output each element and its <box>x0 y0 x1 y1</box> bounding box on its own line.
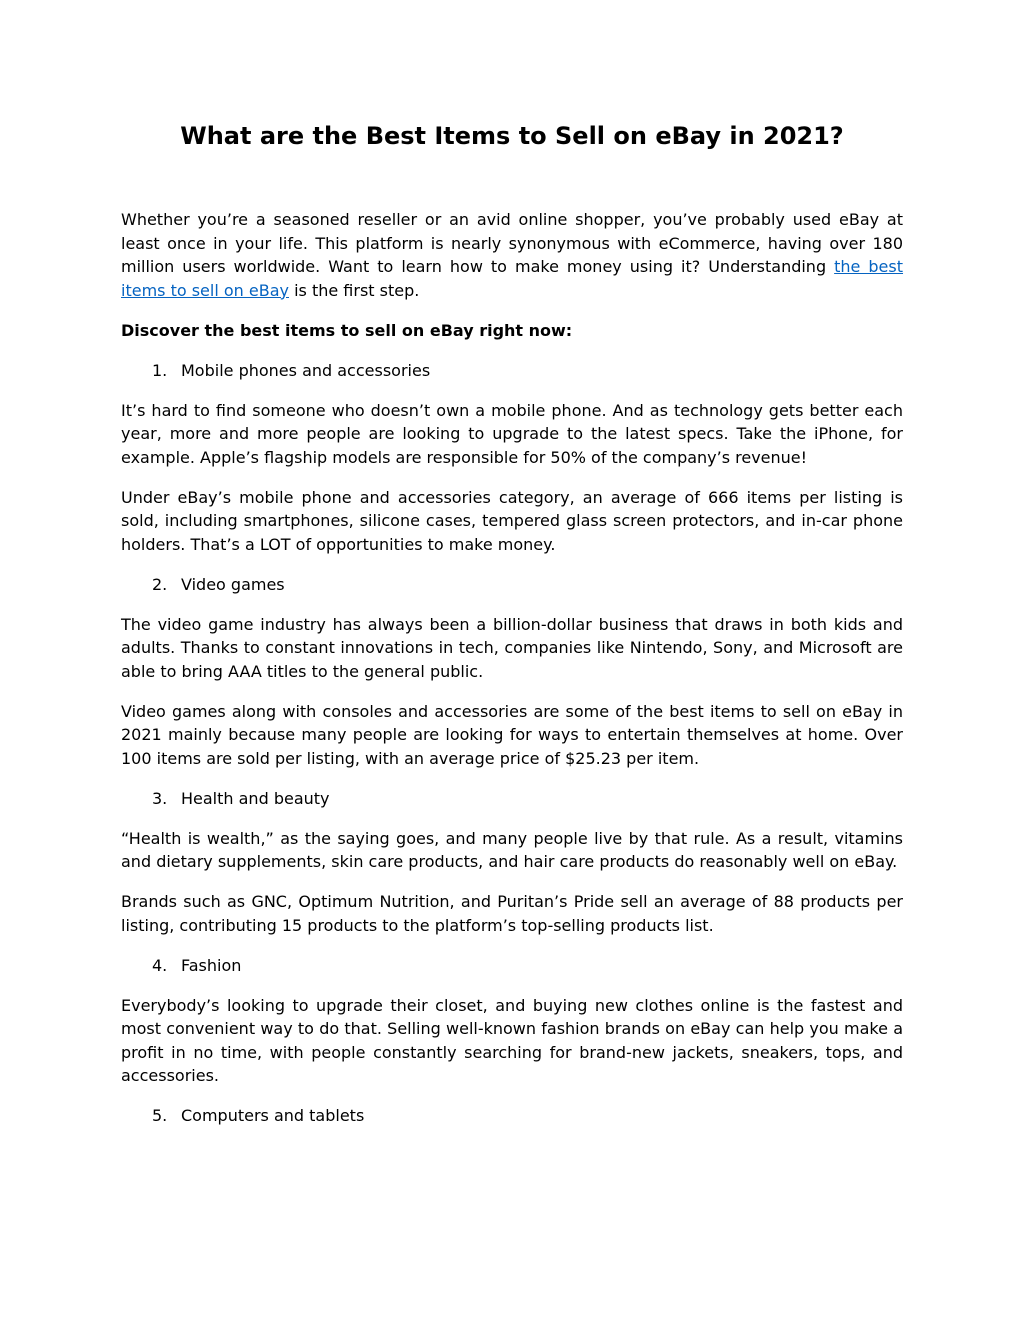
mobile-phones-paragraph-2: Under eBay’s mobile phone and accessories category, an average of 666 items per listing is sold, including smartphones, silicone cases, tempered glass screen protectors, and in-car phone holders. That’s a LOT of opportunities to make money. <box>121 487 903 554</box>
document-body <box>121 208 903 1144</box>
list-number: 1. <box>152 360 168 380</box>
list-item-video-games <box>121 573 903 597</box>
mobile-phones-paragraph-1: It’s hard to find someone who doesn’t own a mobile phone. And as technology gets better each year, more and more people are looking to upgrade to the latest specs. Take the iPhone, for example. Apple’s flagship models are responsible for 50% of the company’s revenue! <box>121 400 903 467</box>
list-item-fashion <box>121 954 903 978</box>
list-label: Computers and tablets <box>181 1106 365 1125</box>
page-title: What are the Best Items to Sell on eBay in 2021? <box>180 122 844 150</box>
list-label: Health and beauty <box>181 788 330 808</box>
list-number: 4. <box>152 955 168 975</box>
list-number: 3. <box>152 788 168 808</box>
health-beauty-paragraph-2: Brands such as GNC, Optimum Nutrition, and Puritan’s Pride sell an average of 88 products per listing, contributing 15 products to the platform’s top-selling products list. <box>121 892 903 935</box>
list-item-health-beauty <box>121 787 903 811</box>
best-items-link[interactable]: the best items to sell on eBay <box>121 257 904 300</box>
health-beauty-paragraph-1: “Health is wealth,” as the saying goes, and many people live by that rule. As a result, vitamins and dietary supplements, skin care products, and hair care products do reasonably well on eBay. <box>121 828 903 871</box>
video-games-paragraph-2: Video games along with consoles and accessories are some of the best items to sell on eBay in 2021 mainly because many people are looking for ways to entertain themselves at home. Over 100 items are sold per listing, with an average price of $25.23 per item. <box>121 701 903 768</box>
intro-paragraph <box>121 208 903 302</box>
fashion-paragraph-1: Everybody’s looking to upgrade their closet, and buying new clothes online is the fastest and most convenient way to do that. Selling well-known fashion brands on eBay can help you make a profit in no time, with people constantly searching for brand-new jackets, sneakers, tops, and accessories. <box>121 995 903 1085</box>
section-heading: Discover the best items to sell on eBay right now: <box>121 320 573 340</box>
intro-text-before-link: Whether you’re a seasoned reseller or an avid online shopper, you’ve probably used eBay at least once in your life. This platform is nearly synonymous with eCommerce, having over 180 million users worldwide. Want to learn how to make money using it? Understanding <box>121 210 903 276</box>
list-item-computers-tablets <box>121 1104 903 1128</box>
list-label: Video games <box>181 574 285 594</box>
list-label: Fashion <box>181 955 242 975</box>
list-number: 2. <box>152 574 168 594</box>
video-games-paragraph-1: The video game industry has always been a billion-dollar business that draws in both kids and adults. Thanks to constant innovations in tech, companies like Nintendo, Sony, and Microsoft are able to bring AAA titles to the general public. <box>121 614 903 681</box>
intro-text-after-link: is the first step. <box>288 280 420 300</box>
list-number: 5. <box>152 1106 168 1125</box>
list-label: Mobile phones and accessories <box>181 360 431 380</box>
list-item-mobile-phones <box>121 359 903 383</box>
